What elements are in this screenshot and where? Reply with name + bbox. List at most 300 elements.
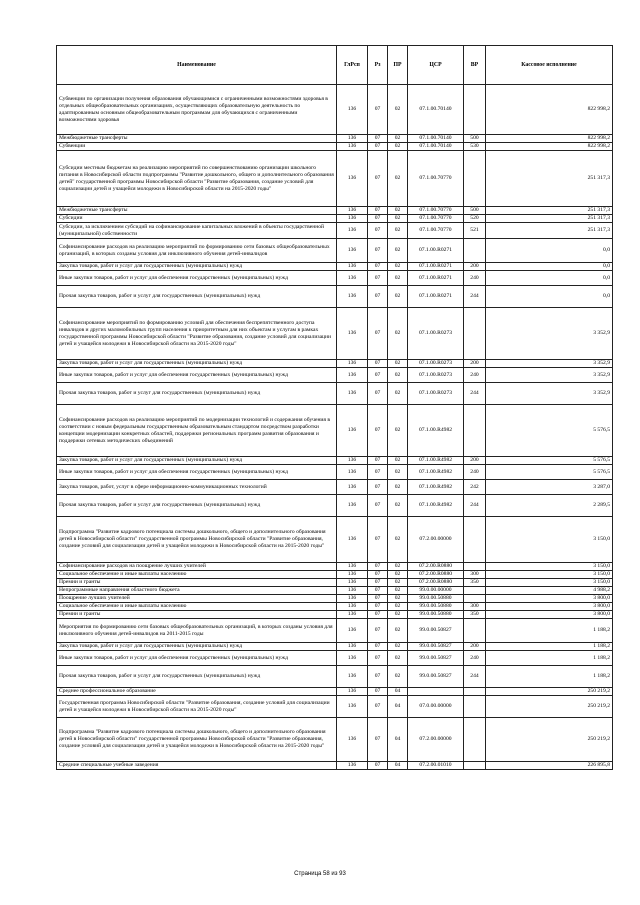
row-csr-cell: 07.2.00.R0880	[408, 563, 464, 571]
row-name-cell: Закупка товаров, работ и услуг для государственных (муниципальных) нужд	[57, 457, 337, 465]
table-body	[57, 85, 613, 770]
table-row	[57, 85, 613, 135]
row-name-cell: Мероприятия по формированию сети базовых общеобразовательных организаций, в которых созданы условия для инклюзивного обучения детей-инвалидов на 2011-2015 годы	[57, 619, 337, 643]
table-row	[57, 563, 613, 571]
row-rz-cell: 07	[368, 308, 388, 360]
table-row	[57, 571, 613, 579]
table-row	[57, 405, 613, 457]
row-amount-cell: 5 576,5	[486, 405, 613, 457]
row-vr-cell: 200	[464, 457, 486, 465]
row-vr-cell: 521	[464, 223, 486, 239]
row-amount-cell: 1 188,2	[486, 643, 613, 651]
row-csr-cell: 07.1.00.70770	[408, 215, 464, 223]
row-vr-cell: 300	[464, 603, 486, 611]
row-glrsp-cell: 136	[337, 263, 368, 271]
row-glrsp-cell: 136	[337, 643, 368, 651]
row-csr-cell: 99.0.00.50827	[408, 651, 464, 666]
row-csr-cell: 07.2.00.R0880	[408, 579, 464, 587]
row-pr-cell: 02	[388, 263, 408, 271]
row-glrsp-cell: 136	[337, 215, 368, 223]
row-pr-cell: 02	[388, 360, 408, 368]
table-row	[57, 207, 613, 215]
row-pr-cell: 02	[388, 579, 408, 587]
table-row	[57, 595, 613, 603]
row-csr-cell: 07.1.00.R0273	[408, 360, 464, 368]
row-rz-cell: 07	[368, 643, 388, 651]
row-amount-cell: 0,0	[486, 286, 613, 308]
row-glrsp-cell: 136	[337, 135, 368, 143]
row-vr-cell	[464, 563, 486, 571]
row-vr-cell: 200	[464, 263, 486, 271]
table-row	[57, 383, 613, 405]
row-rz-cell: 07	[368, 465, 388, 480]
row-pr-cell: 02	[388, 571, 408, 579]
row-name-cell: Подпрограмма "Развитие кадрового потенциала системы дошкольного, общего и дополнительного образования детей в Новосибирской области" государственной программы Новосибирской области "Развитие образования, создание условий для социализации детей и учащейся молодежи в Новосибирской области на 2015-2020 годы"	[57, 718, 337, 762]
row-glrsp-cell: 136	[337, 571, 368, 579]
row-csr-cell	[408, 688, 464, 696]
row-pr-cell: 02	[388, 666, 408, 688]
row-amount-cell: 3 352,9	[486, 308, 613, 360]
row-glrsp-cell: 136	[337, 286, 368, 308]
row-csr-cell: 07.2.00.R0880	[408, 571, 464, 579]
row-glrsp-cell: 136	[337, 619, 368, 643]
row-pr-cell: 02	[388, 643, 408, 651]
row-rz-cell: 07	[368, 595, 388, 603]
row-rz-cell: 07	[368, 286, 388, 308]
row-pr-cell: 02	[388, 215, 408, 223]
row-name-cell: Иные закупки товаров, работ и услуг для обеспечения государственных (муниципальных) нужд	[57, 651, 337, 666]
row-csr-cell: 07.1.00.70770	[408, 223, 464, 239]
row-csr-cell: 07.2.00.00000	[408, 517, 464, 563]
row-vr-cell	[464, 595, 486, 603]
row-amount-cell: 251 317,3	[486, 207, 613, 215]
row-csr-cell: 99.0.00.50880	[408, 611, 464, 619]
table-row	[57, 619, 613, 643]
row-glrsp-cell: 136	[337, 308, 368, 360]
row-rz-cell: 07	[368, 571, 388, 579]
table-row	[57, 223, 613, 239]
row-name-cell: Государственная программа Новосибирской области "Развитие образования, создание условий для социализации детей и учащейся молодежи в Новосибирской области на 2015-2020 годы"	[57, 696, 337, 718]
row-vr-cell: 240	[464, 271, 486, 286]
row-vr-cell	[464, 762, 486, 770]
row-name-cell: Софинансирование расходов на реализацию мероприятий по формированию сети базовых общеобразовательных организаций, в которых созданы условия для инклюзивного обучения детей-инвалидов	[57, 239, 337, 263]
row-rz-cell: 07	[368, 611, 388, 619]
row-pr-cell: 02	[388, 587, 408, 595]
table-row	[57, 286, 613, 308]
row-rz-cell: 07	[368, 563, 388, 571]
table-row	[57, 688, 613, 696]
table-row	[57, 651, 613, 666]
row-amount-cell: 822 998,2	[486, 143, 613, 151]
row-glrsp-cell: 136	[337, 611, 368, 619]
table-row	[57, 271, 613, 286]
row-vr-cell: 350	[464, 579, 486, 587]
row-rz-cell: 07	[368, 207, 388, 215]
row-glrsp-cell: 136	[337, 603, 368, 611]
table-row	[57, 603, 613, 611]
row-vr-cell	[464, 405, 486, 457]
row-pr-cell: 02	[388, 465, 408, 480]
row-pr-cell: 02	[388, 135, 408, 143]
row-vr-cell: 200	[464, 360, 486, 368]
row-pr-cell: 02	[388, 603, 408, 611]
row-vr-cell: 240	[464, 368, 486, 383]
table-row	[57, 517, 613, 563]
row-glrsp-cell: 136	[337, 383, 368, 405]
row-vr-cell: 244	[464, 383, 486, 405]
row-csr-cell: 07.1.00.R0271	[408, 239, 464, 263]
row-csr-cell: 07.1.00.R0271	[408, 271, 464, 286]
row-amount-cell: 3 287,0	[486, 480, 613, 495]
row-name-cell: Прочая закупка товаров, работ и услуг для государственных (муниципальных) нужд	[57, 383, 337, 405]
row-vr-cell: 240	[464, 465, 486, 480]
table-row	[57, 611, 613, 619]
row-pr-cell: 02	[388, 368, 408, 383]
row-name-cell: Средние специальные учебные заведения	[57, 762, 337, 770]
row-vr-cell: 200	[464, 643, 486, 651]
row-amount-cell: 3 352,9	[486, 383, 613, 405]
row-name-cell: Межбюджетные трансферты	[57, 135, 337, 143]
row-rz-cell: 07	[368, 151, 388, 207]
row-glrsp-cell: 136	[337, 271, 368, 286]
row-csr-cell: 99.0.00.00000	[408, 587, 464, 595]
row-rz-cell: 07	[368, 666, 388, 688]
header-csr: ЦСР	[408, 46, 464, 85]
row-glrsp-cell: 136	[337, 207, 368, 215]
table-row	[57, 643, 613, 651]
header-glrsp: ГлРсп	[337, 46, 368, 85]
row-csr-cell: 07.2.00.01010	[408, 762, 464, 770]
row-glrsp-cell: 136	[337, 563, 368, 571]
table-row	[57, 368, 613, 383]
row-amount-cell: 0,0	[486, 271, 613, 286]
header-name: Наименование	[57, 46, 337, 85]
row-csr-cell: 07.1.00.70770	[408, 151, 464, 207]
row-amount-cell: 3 150,0	[486, 517, 613, 563]
row-rz-cell: 07	[368, 368, 388, 383]
row-vr-cell: 300	[464, 571, 486, 579]
row-csr-cell: 07.1.00.R4982	[408, 457, 464, 465]
row-amount-cell: 251 317,3	[486, 215, 613, 223]
row-name-cell: Подпрограмма "Развитие кадрового потенциала системы дошкольного, общего и дополнительного образования детей в Новосибирской области" государственной программы Новосибирской области "Развитие образования, создание условий для социализации детей и учащейся молодежи в Новосибирской области на 2015-2020 годы"	[57, 517, 337, 563]
row-csr-cell: 07.1.00.R4982	[408, 495, 464, 517]
table-row	[57, 465, 613, 480]
row-rz-cell: 07	[368, 85, 388, 135]
row-vr-cell	[464, 688, 486, 696]
row-rz-cell: 07	[368, 495, 388, 517]
row-vr-cell	[464, 85, 486, 135]
row-name-cell: Иные закупки товаров, работ и услуг для обеспечения государственных (муниципальных) нужд	[57, 271, 337, 286]
row-amount-cell: 1 188,2	[486, 666, 613, 688]
row-glrsp-cell: 136	[337, 368, 368, 383]
table-row	[57, 215, 613, 223]
row-glrsp-cell: 136	[337, 239, 368, 263]
row-amount-cell: 0,0	[486, 239, 613, 263]
row-name-cell: Прочая закупка товаров, работ и услуг для государственных (муниципальных) нужд	[57, 286, 337, 308]
row-amount-cell: 3 352,9	[486, 360, 613, 368]
row-name-cell: Социальное обеспечение и иные выплаты населению	[57, 603, 337, 611]
row-amount-cell: 3 150,0	[486, 579, 613, 587]
row-name-cell: Поощрение лучших учителей	[57, 595, 337, 603]
row-pr-cell: 02	[388, 207, 408, 215]
row-rz-cell: 07	[368, 480, 388, 495]
row-name-cell: Субсидии местным бюджетам на реализацию мероприятий по совершенствованию организации школьного питания в Новосибирской области подпрограммы "Развитие дошкольного, общего и дополнительного образования детей" государственной программы Новосибирской области "Развитие образования, создание условий для социализации детей и учащейся молодежи в Новосибирской области на 2015-2020 годы"	[57, 151, 337, 207]
row-vr-cell	[464, 718, 486, 762]
row-name-cell: Субвенции по организации получения образования обучающимися с ограниченными возможностями здоровья в отдельных общеобразовательных организациях, осуществляющих образовательную деятельность по адаптированным основным общеобразовательным программам для обучающихся с ограниченными возможностями здоровья	[57, 85, 337, 135]
row-amount-cell: 250 219,2	[486, 688, 613, 696]
row-name-cell: Межбюджетные трансферты	[57, 207, 337, 215]
row-amount-cell: 822 998,2	[486, 85, 613, 135]
row-rz-cell: 07	[368, 579, 388, 587]
header-amount: Кассовое исполнение	[486, 46, 613, 85]
row-vr-cell: 242	[464, 480, 486, 495]
row-rz-cell: 07	[368, 405, 388, 457]
row-name-cell: Закупка товаров, работ и услуг для государственных (муниципальных) нужд	[57, 643, 337, 651]
row-csr-cell: 07.1.00.R0273	[408, 383, 464, 405]
row-amount-cell: 226 895,8	[486, 762, 613, 770]
table-row	[57, 587, 613, 595]
row-rz-cell: 07	[368, 263, 388, 271]
row-rz-cell: 07	[368, 696, 388, 718]
row-pr-cell: 02	[388, 480, 408, 495]
row-csr-cell: 07.1.00.R0271	[408, 263, 464, 271]
row-amount-cell: 2 289,5	[486, 495, 613, 517]
row-name-cell: Иные закупки товаров, работ и услуг для обеспечения государственных (муниципальных) нужд	[57, 368, 337, 383]
row-name-cell: Софинансирование расходов на поощрение лучших учителей	[57, 563, 337, 571]
row-rz-cell: 07	[368, 587, 388, 595]
row-vr-cell: 500	[464, 135, 486, 143]
row-amount-cell: 1 188,2	[486, 619, 613, 643]
row-vr-cell: 244	[464, 666, 486, 688]
header-pr: ПР	[388, 46, 408, 85]
row-csr-cell: 07.1.00.R0271	[408, 286, 464, 308]
row-name-cell: Непрограммные направления областного бюджета	[57, 587, 337, 595]
row-pr-cell: 02	[388, 271, 408, 286]
row-glrsp-cell: 136	[337, 480, 368, 495]
row-vr-cell	[464, 587, 486, 595]
row-glrsp-cell: 136	[337, 457, 368, 465]
row-csr-cell: 07.1.00.70140	[408, 135, 464, 143]
row-csr-cell: 07.1.00.R4982	[408, 480, 464, 495]
row-csr-cell: 99.0.00.50827	[408, 643, 464, 651]
row-csr-cell: 99.0.00.50880	[408, 603, 464, 611]
row-amount-cell: 5 576,5	[486, 465, 613, 480]
row-name-cell: Прочая закупка товаров, работ и услуг для государственных (муниципальных) нужд	[57, 495, 337, 517]
row-name-cell: Закупка товаров, работ, услуг в сфере информационно-коммуникационных технологий	[57, 480, 337, 495]
row-rz-cell: 07	[368, 360, 388, 368]
row-vr-cell	[464, 239, 486, 263]
row-pr-cell: 02	[388, 651, 408, 666]
row-vr-cell: 244	[464, 495, 486, 517]
row-amount-cell: 250 219,2	[486, 696, 613, 718]
row-name-cell: Софинансирование расходов на реализацию мероприятий по модернизации технологий и содержания обучения в соответствии с новым федеральным государственным образовательным стандартом посредством разработки концепции модернизации конкретных областей, поддержки региональных программ развития образования и поддержки сетевых методических объединений	[57, 405, 337, 457]
row-glrsp-cell: 136	[337, 360, 368, 368]
row-name-cell: Закупка товаров, работ и услуг для государственных (муниципальных) нужд	[57, 263, 337, 271]
row-glrsp-cell: 136	[337, 405, 368, 457]
row-glrsp-cell: 136	[337, 85, 368, 135]
row-glrsp-cell: 136	[337, 579, 368, 587]
row-glrsp-cell: 136	[337, 151, 368, 207]
row-pr-cell: 02	[388, 286, 408, 308]
table-row	[57, 135, 613, 143]
table-header-row	[57, 46, 613, 85]
row-rz-cell: 07	[368, 619, 388, 643]
row-name-cell: Премии и гранты	[57, 611, 337, 619]
table-row	[57, 263, 613, 271]
row-name-cell: Социальное обеспечение и иные выплаты населению	[57, 571, 337, 579]
row-vr-cell: 520	[464, 215, 486, 223]
row-pr-cell: 04	[388, 696, 408, 718]
row-rz-cell: 07	[368, 215, 388, 223]
row-csr-cell: 07.1.00.R0273	[408, 308, 464, 360]
row-pr-cell: 02	[388, 151, 408, 207]
row-csr-cell: 99.0.00.50880	[408, 595, 464, 603]
row-amount-cell: 0,0	[486, 263, 613, 271]
row-pr-cell: 04	[388, 688, 408, 696]
row-pr-cell: 02	[388, 595, 408, 603]
row-name-cell: Субсидии	[57, 215, 337, 223]
row-pr-cell: 04	[388, 718, 408, 762]
row-amount-cell: 251 317,3	[486, 223, 613, 239]
row-rz-cell: 07	[368, 762, 388, 770]
row-pr-cell: 02	[388, 405, 408, 457]
row-rz-cell: 07	[368, 383, 388, 405]
row-amount-cell: 3 800,0	[486, 611, 613, 619]
budget-table-sheet	[56, 45, 612, 770]
row-amount-cell: 3 800,0	[486, 603, 613, 611]
row-amount-cell: 822 998,2	[486, 135, 613, 143]
row-pr-cell: 02	[388, 85, 408, 135]
row-pr-cell: 02	[388, 239, 408, 263]
row-vr-cell: 500	[464, 207, 486, 215]
row-pr-cell: 02	[388, 495, 408, 517]
budget-table	[56, 45, 613, 770]
row-pr-cell: 02	[388, 457, 408, 465]
row-amount-cell: 5 576,5	[486, 457, 613, 465]
row-glrsp-cell: 136	[337, 587, 368, 595]
row-amount-cell: 1 188,2	[486, 651, 613, 666]
row-vr-cell	[464, 696, 486, 718]
table-row	[57, 495, 613, 517]
row-vr-cell	[464, 619, 486, 643]
row-rz-cell: 07	[368, 457, 388, 465]
row-pr-cell: 02	[388, 383, 408, 405]
row-rz-cell: 07	[368, 688, 388, 696]
row-vr-cell: 350	[464, 611, 486, 619]
table-row	[57, 718, 613, 762]
row-name-cell: Субвенции	[57, 143, 337, 151]
row-glrsp-cell: 136	[337, 651, 368, 666]
row-rz-cell: 07	[368, 651, 388, 666]
row-vr-cell	[464, 308, 486, 360]
header-vr: ВР	[464, 46, 486, 85]
row-pr-cell: 02	[388, 563, 408, 571]
row-pr-cell: 02	[388, 223, 408, 239]
row-name-cell: Софинансирование мероприятий по формированию условий для обеспечения беспрепятственного доступа инвалидов и других маломобильных групп населения к приоритетным для них объектам и услугам в рамках государственной программы Новосибирской области "Развитие образования, создание условий для социализации детей и учащейся молодежи в Новосибирской области на 2015-2020 годы"	[57, 308, 337, 360]
table-row	[57, 360, 613, 368]
table-row	[57, 151, 613, 207]
row-vr-cell: 240	[464, 651, 486, 666]
row-glrsp-cell: 136	[337, 666, 368, 688]
row-csr-cell: 99.0.00.50827	[408, 619, 464, 643]
row-amount-cell: 4 988,2	[486, 587, 613, 595]
table-row	[57, 239, 613, 263]
row-name-cell: Прочая закупка товаров, работ и услуг для государственных (муниципальных) нужд	[57, 666, 337, 688]
row-csr-cell: 99.0.00.50827	[408, 666, 464, 688]
row-pr-cell: 02	[388, 143, 408, 151]
header-rz: Рз	[368, 46, 388, 85]
row-glrsp-cell: 136	[337, 688, 368, 696]
page-number: Страница 58 из 93	[294, 871, 346, 877]
row-rz-cell: 07	[368, 223, 388, 239]
row-glrsp-cell: 136	[337, 718, 368, 762]
table-row	[57, 308, 613, 360]
row-rz-cell: 07	[368, 135, 388, 143]
table-row	[57, 666, 613, 688]
row-name-cell: Закупка товаров, работ и услуг для государственных (муниципальных) нужд	[57, 360, 337, 368]
table-row	[57, 143, 613, 151]
row-glrsp-cell: 136	[337, 517, 368, 563]
row-rz-cell: 07	[368, 143, 388, 151]
row-glrsp-cell: 136	[337, 143, 368, 151]
row-vr-cell: 530	[464, 143, 486, 151]
row-csr-cell: 07.1.00.R4982	[408, 465, 464, 480]
row-vr-cell	[464, 151, 486, 207]
row-name-cell: Иные закупки товаров, работ и услуг для обеспечения государственных (муниципальных) нужд	[57, 465, 337, 480]
row-amount-cell: 251 317,3	[486, 151, 613, 207]
row-vr-cell	[464, 517, 486, 563]
row-amount-cell: 250 219,2	[486, 718, 613, 762]
row-name-cell: Премии и гранты	[57, 579, 337, 587]
row-rz-cell: 07	[368, 239, 388, 263]
row-csr-cell: 07.1.00.R4982	[408, 405, 464, 457]
row-vr-cell: 244	[464, 286, 486, 308]
row-rz-cell: 07	[368, 271, 388, 286]
row-csr-cell: 07.2.00.00000	[408, 718, 464, 762]
row-pr-cell: 02	[388, 619, 408, 643]
row-rz-cell: 07	[368, 517, 388, 563]
row-glrsp-cell: 136	[337, 495, 368, 517]
row-csr-cell: 07.1.00.70140	[408, 85, 464, 135]
table-row	[57, 762, 613, 770]
row-csr-cell: 07.1.00.70770	[408, 207, 464, 215]
table-row	[57, 696, 613, 718]
table-row	[57, 480, 613, 495]
row-name-cell: Среднее профессиональное образование	[57, 688, 337, 696]
row-pr-cell: 02	[388, 611, 408, 619]
row-pr-cell: 02	[388, 308, 408, 360]
row-csr-cell: 07.1.00.70140	[408, 143, 464, 151]
row-glrsp-cell: 136	[337, 595, 368, 603]
table-row	[57, 457, 613, 465]
row-rz-cell: 07	[368, 718, 388, 762]
row-glrsp-cell: 136	[337, 465, 368, 480]
row-pr-cell: 04	[388, 762, 408, 770]
row-amount-cell: 3 800,0	[486, 595, 613, 603]
row-glrsp-cell: 136	[337, 762, 368, 770]
row-rz-cell: 07	[368, 603, 388, 611]
row-name-cell: Субсидии, за исключением субсидий на софинансирование капитальных вложений в объекты государственной (муниципальной) собственности	[57, 223, 337, 239]
row-amount-cell: 3 150,0	[486, 563, 613, 571]
row-glrsp-cell: 136	[337, 223, 368, 239]
row-csr-cell: 07.1.00.R0273	[408, 368, 464, 383]
row-pr-cell: 02	[388, 517, 408, 563]
row-amount-cell: 3 150,0	[486, 571, 613, 579]
row-amount-cell: 3 352,9	[486, 368, 613, 383]
row-csr-cell: 07.0.00.00000	[408, 696, 464, 718]
row-glrsp-cell: 136	[337, 696, 368, 718]
table-row	[57, 579, 613, 587]
